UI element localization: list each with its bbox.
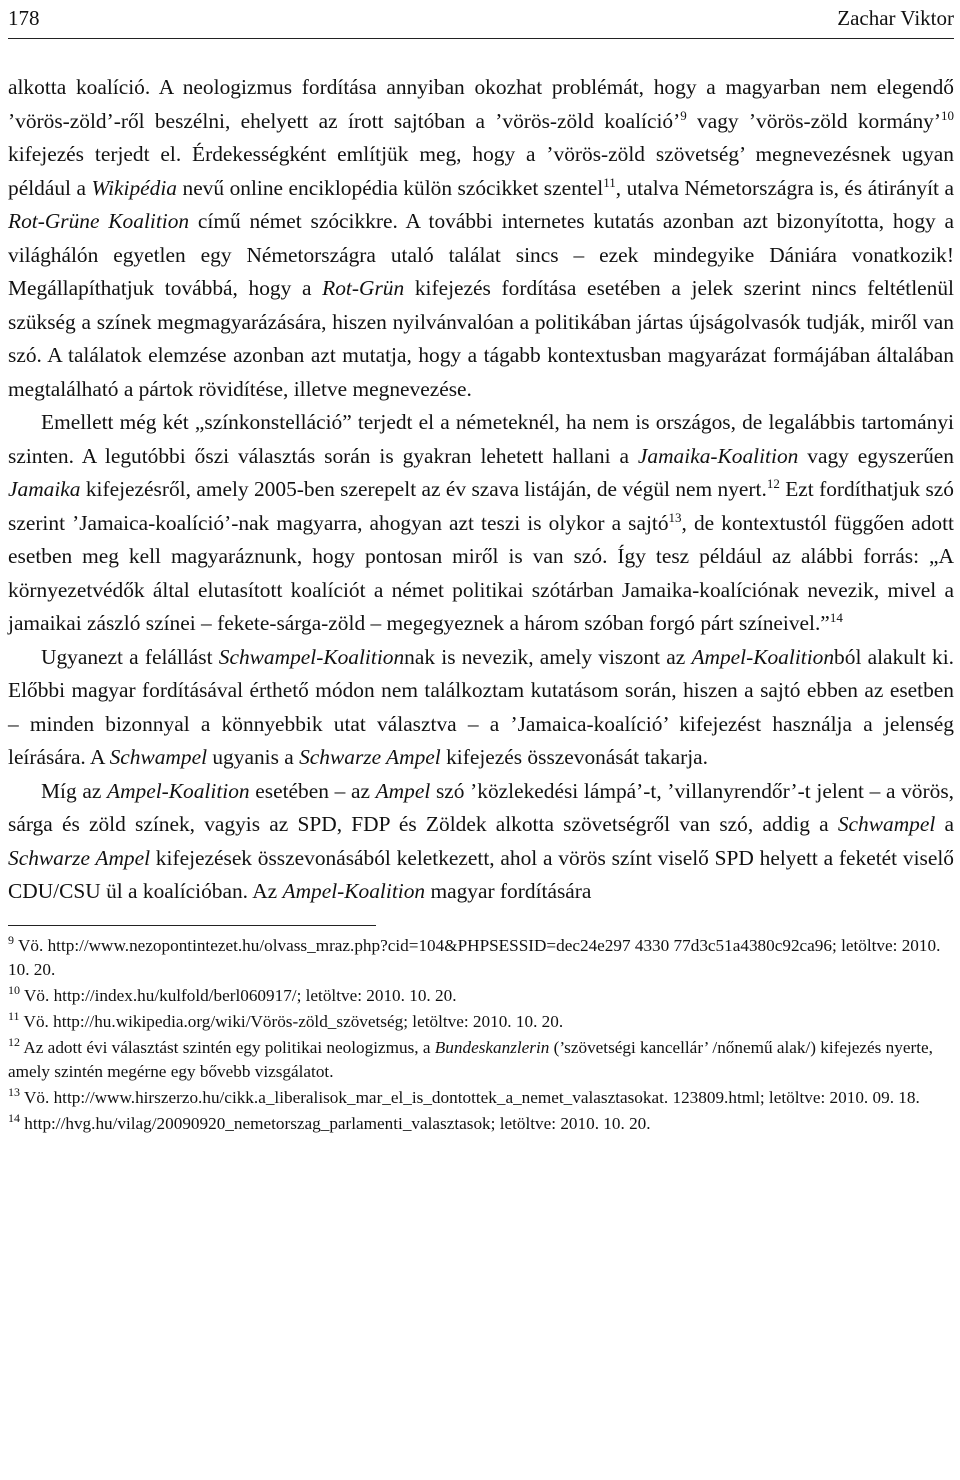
- text-run: kifejezés terjedt el. Érdekességként említjük meg, hogy a ’vörös-zöld szövetség’ megnevezésnek ugyan például a: [8, 142, 954, 200]
- text-run: szó ’közlekedési lámpá’-t, ’villanyrendőr’-t jelent – a vörös, sárga és zöld színek, vagyis az SPD, FDP és Zöldek alkotta szövetségről van szó, addig a: [8, 778, 954, 836]
- footnote-14: [8, 1112, 954, 1136]
- footnote-number: 9: [8, 932, 14, 947]
- paragraph-2: [8, 406, 954, 641]
- text-run: vagy egyszerűen: [798, 443, 954, 468]
- text-run: ugyanis a: [207, 745, 300, 769]
- italic-term: Ampel-Koalition: [107, 778, 250, 803]
- italic-term: Ampel-Koalition: [691, 644, 835, 669]
- italic-term: Schwarze Ampel: [299, 745, 441, 769]
- text-run: című német szócikkre. A további internetes kutatás azonban azt bizonyította, hogy a világhálón egyetlen egy Németországra utaló találat sincs – ezek mindegyike Dániára vonatkozik! Megállapíthatjuk továbbá, hogy a: [8, 209, 955, 300]
- footnotes: [8, 934, 954, 1136]
- text-run: nak is nevezik, amely viszont az: [404, 644, 692, 669]
- italic-term: Bundeskanzlerin: [434, 1037, 550, 1057]
- body-text: [8, 71, 954, 909]
- footnote-ref-13: 13: [668, 509, 682, 525]
- page-number: 178: [8, 6, 40, 30]
- footnote-number: 12: [8, 1034, 20, 1049]
- footnote-ref-12: 12: [766, 476, 780, 491]
- footnote-number: 10: [8, 982, 20, 997]
- footnote-text: Vö. http://www.hirszerzo.hu/cikk.a_liberalisok_mar_el_is_dontottek_a_nemet_valasztasokat. 123809.html; letöltve: 2010. 09. 18.: [20, 1087, 920, 1107]
- footnote-text: Vö. http://index.hu/kulfold/berl060917/; letöltve: 2010. 10. 20.: [20, 985, 457, 1005]
- text-run: alkotta koalíció. A neologizmus fordítása annyiban okozhat problémát, hogy a magyarban nem elegendő ’vörös-zöld’-ről beszélni, ehelyett az írott sajtóban a ’vörös-zöld koalíció’: [8, 75, 954, 133]
- italic-term: Schwampel: [109, 745, 208, 769]
- footnote-12: [8, 1036, 954, 1084]
- text-run: , utalva Németországra is, és átirányít a: [615, 175, 954, 200]
- running-header-author: Zachar Viktor: [837, 6, 954, 30]
- footnote-ref-10: 10: [940, 107, 954, 123]
- text-run: , de kontextustól függően adott esetben meg kell magyaráznunk, hogy pontosan miről is van szó. Így tesz például az alábbi forrás: „A környezetvédők által elutasított koalíciót a német politikai szótárban Jamaika-koalíciónak nevezik, mivel a jamaikai zászló színei – fekete-sárga-zöld – megegyeznek a három szóban forgó párt színeivel.”: [8, 510, 954, 635]
- text-run: magyar fordítására: [425, 879, 592, 903]
- text-run: kifejezés összevonását takarja.: [440, 745, 708, 769]
- footnote-ref-9: 9: [680, 107, 687, 123]
- footnote-10: [8, 984, 954, 1008]
- footnote-11: [8, 1010, 954, 1034]
- footnote-separator: [8, 925, 376, 926]
- italic-term: Ampel: [375, 778, 431, 803]
- document-page: [8, 0, 954, 1138]
- text-run: ból alakult ki. Előbbi magyar fordításával érthető módon nem találkoztam kutatásom során, hiszen a sajtó ebben az esetben – minden bizonnyal a könnyebbik utat választva – a ’Jamaica-koalíció’ kifejezést használja a jelenség leírására. A: [8, 644, 954, 769]
- text-run: kifejezés fordítása esetében a jelek szerint nincs feltétlenül szükség a színek megmagyarázására, hiszen nyilvánvalóan a politikában jártas újságolvasók tudják, miről van szó. A találatok elemzése azonban azt mutatja, hogy a tágabb kontextusban magyarázat formájában általában megtalálható a pártok rövidítése, illetve megnevezése.: [8, 276, 954, 401]
- italic-term: Rot-Grün: [322, 276, 405, 300]
- running-header: [8, 0, 954, 39]
- italic-term: Jamaika-Koalition: [637, 443, 799, 468]
- italic-term: Ampel-Koalition: [282, 879, 426, 903]
- footnote-9: [8, 934, 954, 982]
- text-run: a: [935, 812, 954, 836]
- text-run: Míg az: [41, 778, 107, 803]
- footnote-number: 14: [8, 1110, 20, 1125]
- footnote-number: 11: [8, 1008, 20, 1023]
- footnote-text: Az adott évi választást szintén egy politikai neologizmus, a: [20, 1037, 435, 1057]
- text-run: kifejezések összevonásából keletkezett, ahol a vörös színt viselő SPD helyett a feketét viselő CDU/CSU ül a koalícióban. Az: [8, 845, 954, 903]
- italic-term: Rot-Grüne Koalition: [8, 209, 190, 233]
- paragraph-3: [8, 641, 954, 775]
- footnote-ref-14: 14: [829, 610, 843, 625]
- paragraph-1: [8, 71, 954, 406]
- footnote-text: (’szövetségi kancellár’ /nőnemű alak/) kifejezés nyerte, amely szintén megérne egy bővebb vizsgálatot.: [8, 1037, 933, 1081]
- text-run: nevű online enciklopédia külön szócikket szentel: [177, 175, 604, 200]
- italic-term: Schwarze Ampel: [8, 845, 151, 870]
- italic-term: Schwampel-Koalition: [218, 644, 405, 669]
- italic-term: Schwampel: [837, 812, 936, 836]
- text-run: esetében – az: [249, 778, 376, 803]
- paragraph-4: [8, 775, 954, 909]
- footnote-text: Vö. http://hu.wikipedia.org/wiki/Vörös-zöld_szövetség; letöltve: 2010. 10. 20.: [19, 1011, 564, 1031]
- text-run: Emellett még két „színkonstelláció” terjedt el a németeknél, ha nem is országos, de legalábbis tartományi szinten. A legutóbbi őszi választás során is gyakran lehetett hallani a: [8, 410, 954, 468]
- text-run: vagy ’vörös-zöld kormány’: [686, 108, 941, 133]
- italic-term: Jamaika: [8, 477, 81, 501]
- text-run: Ezt fordíthatjuk szó szerint ’Jamaica-koalíció’-nak magyarra, ahogyan azt teszi is olykor a sajtó: [8, 477, 954, 535]
- text-run: kifejezésről, amely 2005-ben szerepelt az év szava listáján, de végül nem nyert.: [80, 477, 767, 501]
- footnote-text: http://hvg.hu/vilag/20090920_nemetorszag_parlamenti_valasztasok; letöltve: 2010. 10. 20.: [20, 1113, 651, 1133]
- footnote-13: [8, 1086, 954, 1110]
- footnote-ref-11: 11: [603, 174, 616, 190]
- text-run: Ugyanezt a felállást: [41, 644, 219, 669]
- footnote-text: Vö. http://www.nezopontintezet.hu/olvass_mraz.php?cid=104&PHPSESSID=dec24e297 4330 77d3c51a4380c92ca96; letöltve: 2010. 10. 20.: [8, 935, 941, 979]
- italic-term: Wikipédia: [91, 175, 177, 200]
- footnote-number: 13: [8, 1084, 20, 1099]
